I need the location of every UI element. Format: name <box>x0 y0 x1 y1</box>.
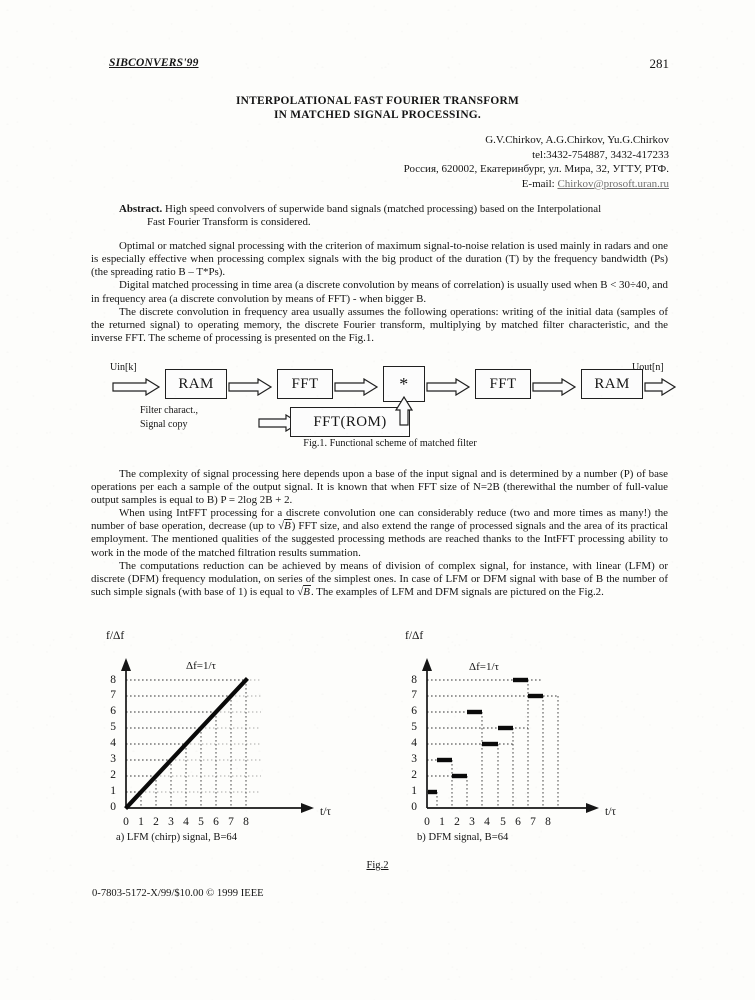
figure-2-caption: Fig.2 <box>366 860 389 871</box>
sqrt-b-inline-1: √B <box>278 520 291 533</box>
chart-b-xtick-5: 5 <box>500 816 506 828</box>
chart-b-xtick-4: 4 <box>484 816 490 828</box>
arrow-fft-to-multiplier-icon <box>334 378 382 396</box>
chart-a-ytick-4: 4 <box>110 737 116 749</box>
sqrt-b-inline-2: √B <box>297 585 310 598</box>
chart-a-xtick-6: 6 <box>213 816 219 828</box>
chart-b-xtick-0: 0 <box>424 816 430 828</box>
arrow-multiplier-to-ifft-icon <box>426 378 474 396</box>
chart-a-annotation: Δf=1/τ <box>186 660 216 672</box>
title-line-2: IN MATCHED SIGNAL PROCESSING. <box>273 109 482 122</box>
chart-b-plot-area <box>403 628 703 828</box>
figure-1-caption: Fig.1. Functional scheme of matched filter <box>303 438 477 449</box>
paragraph-1: Optimal or matched signal processing with the criterion of maximum signal-to-noise relation is used mainly in radars and one is especially effective when processing complex signals with the big product of the duration (T) by the frequency bandwidth (Ps) (the spreading ratio B – T*Ps). <box>91 240 668 279</box>
chart-b-caption: b) DFM signal, B=64 <box>417 832 509 843</box>
chart-a-caption: a) LFM (chirp) signal, B=64 <box>116 832 238 843</box>
abstract-label: Abstract. <box>119 203 163 215</box>
page-title <box>0 94 755 122</box>
body-text-top <box>91 203 668 345</box>
chart-a-xtick-3: 3 <box>168 816 174 828</box>
chart-a-xtick-8: 8 <box>243 816 249 828</box>
figure-2-charts <box>0 628 755 888</box>
chart-b-xtick-7: 7 <box>530 816 536 828</box>
paragraph-3: The discrete convolution in frequency area usually assumes the following operations: writing of the initial data (samples of the returned signal) to operating memory, the discrete Fourier transform, multiplying by matched filter characteristic, and the inverse FFT. The scheme of processing is presented on the Fig.1. <box>91 305 668 344</box>
chart-b-xtick-1: 1 <box>439 816 445 828</box>
chart-lfm-chirp <box>98 628 398 858</box>
chart-a-xtick-5: 5 <box>198 816 204 828</box>
signal-copy-label: Signal copy <box>140 419 188 430</box>
chart-a-xtick-2: 2 <box>153 816 159 828</box>
chart-b-xtick-8: 8 <box>545 816 551 828</box>
chart-b-xtick-2: 2 <box>454 816 460 828</box>
sqrt-radicand-2: B <box>303 585 310 598</box>
chart-b-ytick-6: 6 <box>411 705 417 717</box>
copyright-footer: 0-7803-5172-X/99/$10.00 © 1999 IEEE <box>92 888 264 899</box>
figure-1-block-diagram <box>110 360 670 452</box>
chart-a-ytick-1: 1 <box>110 785 116 797</box>
chart-a-ytick-7: 7 <box>110 689 116 701</box>
block-multiplier: * <box>383 366 425 402</box>
paragraph-6-part-b: . The examples of LFM and DFM signals are pictured on the Fig.2. <box>310 585 604 598</box>
input-arrow-icon <box>112 378 166 396</box>
chart-b-annotation: Δf=1/τ <box>469 661 499 673</box>
author-names: G.V.Chirkov, A.G.Chirkov, Yu.G.Chirkov <box>485 134 669 146</box>
chart-a-xtick-4: 4 <box>183 816 189 828</box>
author-block <box>0 133 669 191</box>
paragraph-4: The complexity of signal processing here depends upon a base of the input signal and is determined by a number (P) of base operations per each a sample of the output signal. It is known that when FFT size of N=2B (therewithal the number of full-value output samples is equal to B) P = 2log 2B + 2. <box>91 468 668 507</box>
chart-a-xtick-7: 7 <box>228 816 234 828</box>
output-signal-label: Uout[n] <box>632 362 664 373</box>
body-text-bottom <box>91 468 668 599</box>
paragraph-6 <box>91 560 668 599</box>
chart-dfm-signal <box>403 628 703 858</box>
email-address: Chirkov@prosoft.uran.ru <box>557 177 669 190</box>
author-email-line <box>0 177 669 192</box>
email-label: E-mail: <box>521 177 555 190</box>
chart-a-ytick-6: 6 <box>110 705 116 717</box>
abstract-paragraph <box>91 203 668 229</box>
chart-b-ytick-8: 8 <box>411 674 417 686</box>
chart-b-ytick-5: 5 <box>411 721 417 733</box>
filter-characteristic-label: Filter charact., <box>140 405 199 416</box>
chart-b-x-axis-label: t/τ <box>605 806 617 818</box>
chart-b-ytick-4: 4 <box>411 737 417 749</box>
author-address: Россия, 620002, Екатеринбург, ул. Мира, 32, УГТУ, РТФ. <box>403 163 669 176</box>
paragraph-5 <box>91 507 668 559</box>
chart-a-plot-area <box>98 628 398 828</box>
chart-a-ytick-5: 5 <box>110 721 116 733</box>
chart-b-ytick-3: 3 <box>411 753 417 765</box>
block-ram-input: RAM <box>165 369 227 399</box>
arrow-ifft-to-ram-icon <box>532 378 580 396</box>
paragraph-2: Digital matched processing in time area (a discrete convolution by means of correlation) is usually used when B < 30÷40, and in frequency area (a discrete convolution by means of FFT) - when bigger B. <box>91 279 668 305</box>
abstract-line-2: Fast Fourier Transform is considered. <box>147 216 311 229</box>
title-line-1: INTERPOLATIONAL FAST FOURIER TRANSFORM <box>235 95 520 107</box>
arrow-rom-to-multiplier-icon <box>395 396 413 426</box>
chart-b-ytick-7: 7 <box>411 689 417 701</box>
chart-a-x-axis-label: t/τ <box>320 806 332 818</box>
chart-a-ytick-2: 2 <box>110 769 116 781</box>
author-telephone: tel:3432-754887, 3432-417233 <box>532 148 669 161</box>
paragraph-5-part-a: When using IntFFT processing for a discrete convolution one can considerably reduce (two and more times as many!) the number of base operation, decrease (up to <box>91 507 668 533</box>
paragraph-6-part-a: The computations reduction can be achieved by means of division of complex signal, for instance, with linear (LFM) or discrete (DFM) frequency modulation, on series of the simplest ones. In case of LFM or DFM signal with base of B the number of such simple signals (with base of 1) is equal to <box>91 559 668 598</box>
chart-b-ytick-1: 1 <box>411 785 417 797</box>
chart-a-xtick-0: 0 <box>123 816 129 828</box>
arrow-ram-to-fft-icon <box>228 378 276 396</box>
chart-b-y-axis-label: f/Δf <box>405 630 424 642</box>
chart-a-y-axis-label: f/Δf <box>106 630 125 642</box>
chart-a-xtick-1: 1 <box>138 816 144 828</box>
chart-a-ytick-8: 8 <box>110 674 116 686</box>
chart-b-xtick-3: 3 <box>469 816 475 828</box>
chart-b-xtick-6: 6 <box>515 816 521 828</box>
running-head: SIBCONVERS'99 <box>109 57 199 69</box>
page-number: 281 <box>649 56 669 71</box>
chart-a-ytick-0: 0 <box>110 801 116 813</box>
chart-a-ytick-3: 3 <box>110 753 116 765</box>
block-fft-inverse: FFT <box>475 369 531 399</box>
block-ram-output: RAM <box>581 369 643 399</box>
block-fft-rom: FFT(ROM) <box>290 407 410 437</box>
chart-b-ytick-2: 2 <box>411 769 417 781</box>
abstract-line-1: High speed convolvers of superwide band signals (matched processing) based on the Interpolational <box>164 203 602 215</box>
block-fft-forward: FFT <box>277 369 333 399</box>
input-signal-label: Uin[k] <box>110 362 137 373</box>
output-arrow-icon <box>644 378 680 396</box>
sqrt-radicand-1: B <box>284 520 291 533</box>
chart-b-ytick-0: 0 <box>411 801 417 813</box>
paragraph-5-part-b: ) FFT size, and also extend the range of processed signals and the area of its practical employment. The mentioned qualities of the suggested processing methods are reached thanks to the IntFFT processing ability to work in the mode of the matched filtration results summation. <box>91 520 668 559</box>
